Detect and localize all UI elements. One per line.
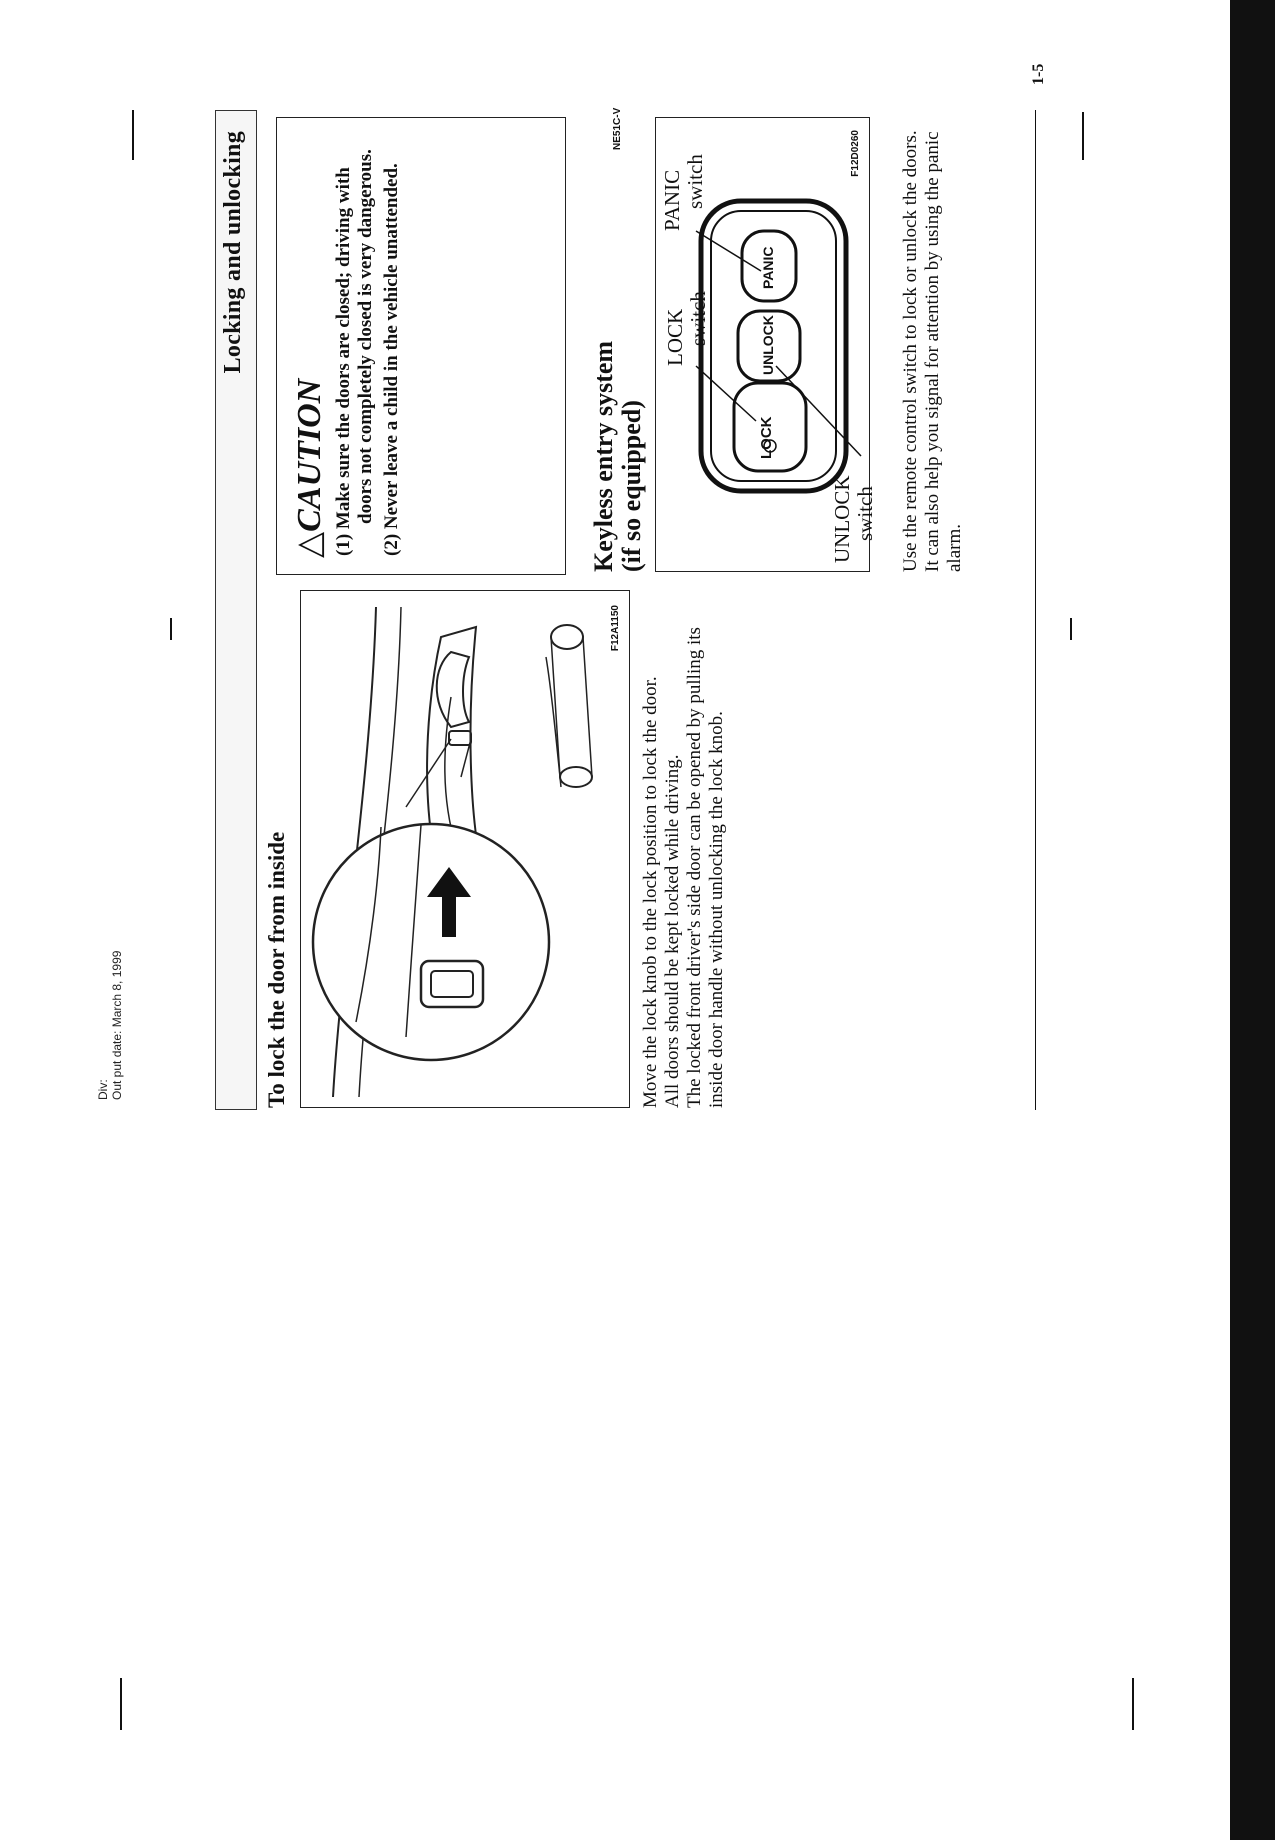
crop-mark xyxy=(132,110,134,160)
lock-paragraph-1: Move the lock knob to the lock position to lock the door. xyxy=(640,676,661,1108)
lock-button-text: LOCK xyxy=(758,416,775,459)
figure-code-door: F12A1150 xyxy=(610,605,621,652)
figure-door-lock xyxy=(300,590,630,1108)
caution-title: CAUTION xyxy=(291,378,328,532)
crop-mark xyxy=(1070,618,1072,640)
crop-mark xyxy=(120,1678,122,1730)
crop-mark xyxy=(1082,112,1084,160)
page-number: 1-5 xyxy=(1030,63,1047,85)
door-lock-illustration xyxy=(301,589,631,1107)
lock-instructions xyxy=(640,588,728,1108)
caution-box xyxy=(276,117,566,575)
section-title-lock-inside: To lock the door from inside xyxy=(264,831,289,1108)
output-date: Out put date: March 8, 1999 xyxy=(110,950,124,1100)
figure-remote xyxy=(655,117,877,572)
crop-mark xyxy=(1132,1678,1134,1730)
caution-item-1: (1) Make sure the doors are closed; driving with doors not completely closed is very dangerous. xyxy=(333,149,376,556)
lock-paragraph-3: The locked front driver's side door can be opened by pulling its inside door handle without unlocking the lock knob. xyxy=(684,627,727,1108)
page-header-bar xyxy=(215,110,257,1110)
caution-heading xyxy=(291,134,329,558)
warning-triangle-icon: △ xyxy=(291,531,328,558)
keyless-title-line-1: Keyless entry system xyxy=(589,340,618,572)
unlock-button-text: UNLOCK xyxy=(760,315,776,375)
caution-item-2: (2) Never leave a child in the vehicle unattended. xyxy=(381,163,402,556)
section-code: NE51C-V xyxy=(612,107,623,150)
footer-rule xyxy=(1035,110,1036,1110)
scan-edge-bar xyxy=(1230,0,1275,1840)
keyless-title-line-2: (if so equipped) xyxy=(617,400,646,572)
keyless-title xyxy=(590,172,646,572)
crop-mark xyxy=(170,618,172,640)
lock-paragraph-2: All doors should be kept locked while driving. xyxy=(662,754,683,1108)
keyless-description: Use the remote control switch to lock or unlock the doors. It can also help you signal for attention by using the panic alarm. xyxy=(900,130,965,572)
lock-switch-label: LOCK switch xyxy=(663,291,710,366)
panic-button-text: PANIC xyxy=(760,246,776,289)
panic-switch-label: PANIC switch xyxy=(660,154,707,231)
figure-code-remote: F12D0260 xyxy=(850,130,861,177)
page-header-title: Locking and unlocking xyxy=(220,131,246,374)
unlock-switch-label: UNLOCK switch xyxy=(830,475,877,563)
div-label: Div: xyxy=(96,1079,110,1100)
